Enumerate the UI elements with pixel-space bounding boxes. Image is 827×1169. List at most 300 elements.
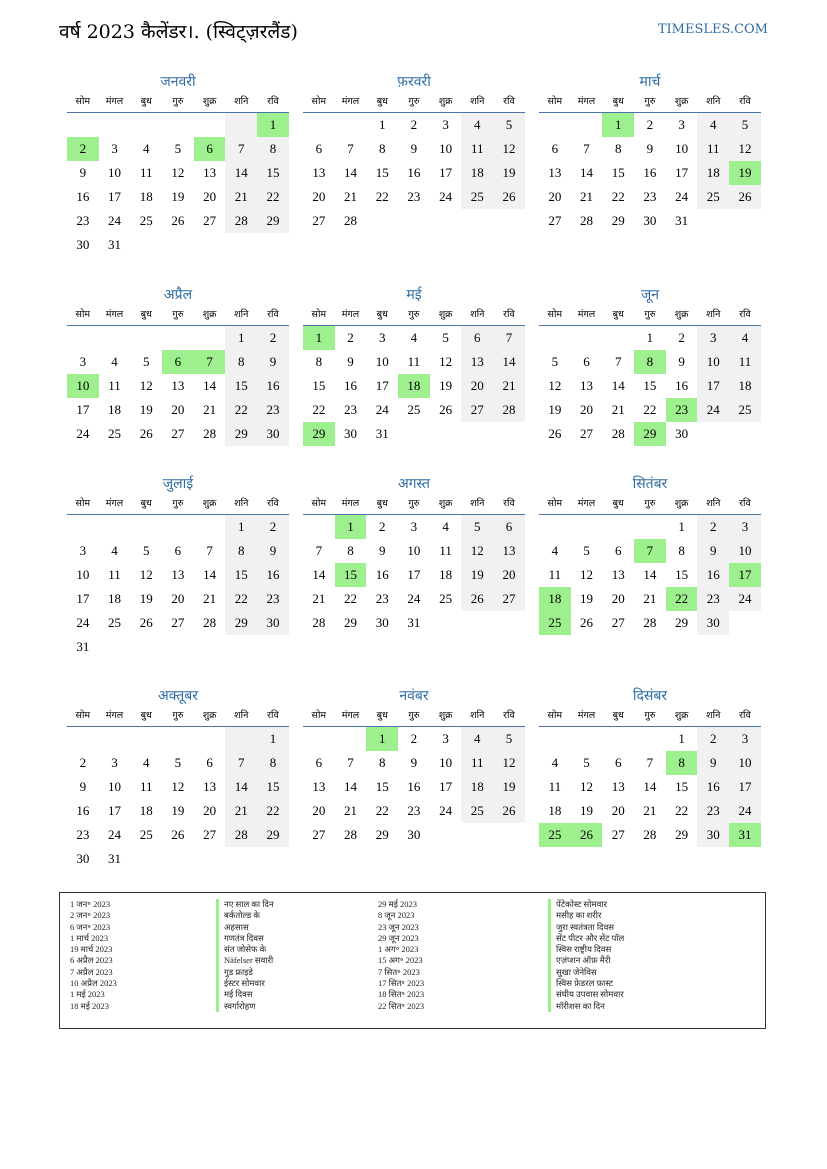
day-cell[interactable]: 19 <box>461 563 493 587</box>
day-cell[interactable]: 12 <box>171 779 185 794</box>
day-cell[interactable]: 13 <box>611 567 625 582</box>
day-cell[interactable]: 28 <box>344 827 358 842</box>
day-cell[interactable]: 23 <box>697 799 729 823</box>
day-cell-holiday[interactable]: 25 <box>539 611 571 635</box>
day-cell[interactable]: 26 <box>139 615 153 630</box>
day-cell[interactable]: 9 <box>79 779 87 794</box>
day-cell[interactable]: 3 <box>678 117 685 132</box>
day-cell[interactable]: 6 <box>315 755 323 770</box>
day-cell[interactable]: 6 <box>493 515 525 539</box>
day-cell[interactable]: 23 <box>257 587 289 611</box>
day-cell[interactable]: 24 <box>76 615 90 630</box>
day-cell[interactable]: 19 <box>439 378 453 393</box>
day-cell[interactable]: 14 <box>344 165 358 180</box>
day-cell-holiday[interactable]: 1 <box>602 113 634 137</box>
day-cell[interactable]: 27 <box>611 827 625 842</box>
day-cell[interactable]: 2 <box>347 330 354 345</box>
day-cell[interactable]: 16 <box>257 563 289 587</box>
day-cell[interactable]: 19 <box>580 591 594 606</box>
day-cell[interactable]: 1 <box>257 727 289 751</box>
day-cell-holiday[interactable]: 18 <box>398 374 430 398</box>
day-cell[interactable]: 11 <box>697 137 729 161</box>
day-cell[interactable]: 16 <box>407 165 421 180</box>
day-cell[interactable]: 7 <box>315 543 323 558</box>
day-cell[interactable]: 2 <box>257 515 289 539</box>
day-cell[interactable]: 19 <box>171 803 185 818</box>
day-cell[interactable]: 31 <box>375 426 389 441</box>
day-cell[interactable]: 1 <box>646 330 654 345</box>
day-cell[interactable]: 23 <box>375 591 389 606</box>
day-cell[interactable]: 31 <box>108 237 122 252</box>
day-cell[interactable]: 12 <box>580 567 594 582</box>
day-cell[interactable]: 1 <box>225 515 257 539</box>
day-cell[interactable]: 24 <box>675 189 689 204</box>
day-cell[interactable]: 30 <box>257 611 289 635</box>
day-cell[interactable]: 5 <box>442 330 449 345</box>
day-cell[interactable]: 10 <box>375 354 389 369</box>
day-cell[interactable]: 25 <box>461 185 493 209</box>
day-cell[interactable]: 17 <box>729 775 761 799</box>
day-cell[interactable]: 1 <box>225 326 257 350</box>
day-cell[interactable]: 20 <box>203 189 217 204</box>
day-cell[interactable]: 24 <box>76 426 90 441</box>
day-cell[interactable]: 28 <box>493 398 525 422</box>
day-cell[interactable]: 5 <box>461 515 493 539</box>
day-cell[interactable]: 13 <box>312 779 326 794</box>
day-cell[interactable]: 18 <box>139 189 153 204</box>
day-cell[interactable]: 29 <box>257 209 289 233</box>
day-cell[interactable]: 3 <box>442 117 449 132</box>
day-cell[interactable]: 15 <box>225 563 257 587</box>
day-cell[interactable]: 24 <box>439 189 453 204</box>
day-cell[interactable]: 10 <box>108 779 122 794</box>
day-cell[interactable]: 10 <box>76 567 90 582</box>
day-cell[interactable]: 15 <box>675 779 689 794</box>
day-cell[interactable]: 27 <box>171 426 185 441</box>
day-cell-holiday[interactable]: 6 <box>162 350 194 374</box>
day-cell[interactable]: 16 <box>697 775 729 799</box>
day-cell[interactable]: 22 <box>257 185 289 209</box>
day-cell[interactable]: 3 <box>697 326 729 350</box>
day-cell[interactable]: 28 <box>580 213 594 228</box>
day-cell[interactable]: 30 <box>697 823 729 847</box>
day-cell[interactable]: 12 <box>493 751 525 775</box>
day-cell[interactable]: 14 <box>225 161 257 185</box>
day-cell[interactable]: 8 <box>257 751 289 775</box>
day-cell[interactable]: 25 <box>407 402 421 417</box>
day-cell[interactable]: 7 <box>347 755 354 770</box>
day-cell[interactable]: 11 <box>108 567 121 582</box>
day-cell[interactable]: 28 <box>312 615 326 630</box>
day-cell[interactable]: 14 <box>493 350 525 374</box>
day-cell[interactable]: 14 <box>203 378 217 393</box>
day-cell[interactable]: 18 <box>439 567 453 582</box>
day-cell[interactable]: 27 <box>580 426 594 441</box>
day-cell[interactable]: 3 <box>378 330 386 345</box>
day-cell[interactable]: 27 <box>203 213 217 228</box>
day-cell[interactable]: 16 <box>375 567 389 582</box>
day-cell-holiday[interactable]: 8 <box>634 350 666 374</box>
day-cell[interactable]: 29 <box>675 827 689 842</box>
day-cell[interactable]: 27 <box>312 827 326 842</box>
day-cell[interactable]: 11 <box>548 567 562 582</box>
day-cell[interactable]: 23 <box>407 803 421 818</box>
day-cell[interactable]: 17 <box>697 374 729 398</box>
day-cell[interactable]: 13 <box>580 378 594 393</box>
day-cell[interactable]: 10 <box>729 751 761 775</box>
day-cell[interactable]: 22 <box>375 803 389 818</box>
day-cell[interactable]: 25 <box>108 615 122 630</box>
day-cell[interactable]: 11 <box>729 350 761 374</box>
day-cell[interactable]: 12 <box>439 354 453 369</box>
day-cell[interactable]: 23 <box>643 189 657 204</box>
day-cell[interactable]: 4 <box>142 141 150 156</box>
day-cell[interactable]: 24 <box>108 827 122 842</box>
day-cell[interactable]: 15 <box>257 775 289 799</box>
day-cell[interactable]: 21 <box>203 402 217 417</box>
day-cell[interactable]: 11 <box>139 165 153 180</box>
day-cell[interactable]: 13 <box>171 378 185 393</box>
day-cell-holiday[interactable]: 1 <box>335 515 367 539</box>
day-cell[interactable]: 18 <box>139 803 153 818</box>
day-cell[interactable]: 22 <box>344 591 358 606</box>
day-cell[interactable]: 23 <box>407 189 421 204</box>
day-cell[interactable]: 2 <box>678 330 685 345</box>
day-cell[interactable]: 11 <box>548 779 562 794</box>
day-cell[interactable]: 12 <box>139 567 153 582</box>
day-cell[interactable]: 27 <box>548 213 562 228</box>
day-cell[interactable]: 3 <box>729 515 761 539</box>
day-cell[interactable]: 26 <box>139 426 153 441</box>
day-cell[interactable]: 10 <box>439 141 453 156</box>
day-cell[interactable]: 8 <box>315 354 323 369</box>
day-cell[interactable]: 23 <box>76 213 90 228</box>
day-cell[interactable]: 26 <box>548 426 562 441</box>
day-cell[interactable]: 25 <box>461 799 493 823</box>
day-cell[interactable]: 31 <box>108 851 122 866</box>
day-cell[interactable]: 7 <box>206 543 213 558</box>
day-cell[interactable]: 23 <box>344 402 358 417</box>
day-cell[interactable]: 28 <box>611 426 625 441</box>
day-cell[interactable]: 11 <box>439 543 452 558</box>
day-cell[interactable]: 24 <box>697 398 729 422</box>
day-cell[interactable]: 4 <box>461 727 493 751</box>
day-cell[interactable]: 9 <box>79 165 87 180</box>
day-cell[interactable]: 30 <box>407 827 421 842</box>
day-cell[interactable]: 6 <box>206 755 213 770</box>
day-cell[interactable]: 14 <box>643 567 657 582</box>
day-cell[interactable]: 8 <box>614 141 622 156</box>
day-cell[interactable]: 7 <box>225 137 257 161</box>
day-cell[interactable]: 4 <box>442 519 449 534</box>
day-cell[interactable]: 17 <box>675 165 689 180</box>
day-cell[interactable]: 14 <box>312 567 326 582</box>
day-cell[interactable]: 25 <box>697 185 729 209</box>
day-cell[interactable]: 5 <box>493 727 525 751</box>
day-cell[interactable]: 28 <box>225 209 257 233</box>
day-cell[interactable]: 21 <box>203 591 217 606</box>
day-cell[interactable]: 20 <box>171 591 185 606</box>
day-cell-holiday[interactable]: 6 <box>194 137 226 161</box>
day-cell[interactable]: 20 <box>493 563 525 587</box>
day-cell[interactable]: 2 <box>79 755 87 770</box>
day-cell[interactable]: 2 <box>697 515 729 539</box>
day-cell-holiday[interactable]: 17 <box>729 563 761 587</box>
day-cell[interactable]: 8 <box>378 141 386 156</box>
day-cell[interactable]: 13 <box>203 165 217 180</box>
day-cell[interactable]: 20 <box>312 803 326 818</box>
day-cell[interactable]: 29 <box>611 213 625 228</box>
day-cell[interactable]: 17 <box>76 402 90 417</box>
day-cell[interactable]: 21 <box>493 374 525 398</box>
day-cell-holiday[interactable]: 10 <box>67 374 99 398</box>
day-cell[interactable]: 30 <box>643 213 657 228</box>
day-cell[interactable]: 30 <box>76 237 90 252</box>
day-cell[interactable]: 21 <box>312 591 326 606</box>
site-brand-link[interactable]: TIMESLES.COM <box>657 22 768 37</box>
day-cell[interactable]: 27 <box>312 213 326 228</box>
day-cell[interactable]: 12 <box>548 378 562 393</box>
day-cell[interactable]: 5 <box>142 543 150 558</box>
day-cell[interactable]: 30 <box>344 426 358 441</box>
day-cell[interactable]: 25 <box>439 591 453 606</box>
day-cell[interactable]: 22 <box>675 803 689 818</box>
day-cell-holiday[interactable]: 31 <box>729 823 761 847</box>
day-cell-holiday[interactable]: 29 <box>634 422 666 446</box>
day-cell[interactable]: 16 <box>643 165 657 180</box>
day-cell[interactable]: 6 <box>315 141 323 156</box>
day-cell[interactable]: 6 <box>461 326 493 350</box>
day-cell[interactable]: 22 <box>611 189 625 204</box>
day-cell[interactable]: 29 <box>675 615 689 630</box>
day-cell[interactable]: 5 <box>142 354 150 369</box>
day-cell[interactable]: 8 <box>347 543 354 558</box>
day-cell[interactable]: 3 <box>79 354 87 369</box>
day-cell[interactable]: 15 <box>611 165 625 180</box>
day-cell[interactable]: 27 <box>493 587 525 611</box>
day-cell[interactable]: 20 <box>171 402 185 417</box>
day-cell-holiday[interactable]: 23 <box>666 398 698 422</box>
day-cell[interactable]: 19 <box>171 189 185 204</box>
day-cell[interactable]: 3 <box>442 731 449 746</box>
day-cell[interactable]: 23 <box>697 587 729 611</box>
day-cell[interactable]: 29 <box>225 611 257 635</box>
day-cell[interactable]: 14 <box>580 165 594 180</box>
day-cell[interactable]: 5 <box>729 113 761 137</box>
day-cell[interactable]: 5 <box>493 113 525 137</box>
day-cell[interactable]: 19 <box>493 775 525 799</box>
day-cell[interactable]: 9 <box>697 751 729 775</box>
day-cell[interactable]: 4 <box>142 755 150 770</box>
day-cell[interactable]: 5 <box>551 354 559 369</box>
day-cell[interactable]: 17 <box>439 165 453 180</box>
day-cell[interactable]: 16 <box>407 779 421 794</box>
day-cell-holiday[interactable]: 1 <box>257 113 289 137</box>
day-cell[interactable]: 29 <box>257 823 289 847</box>
day-cell[interactable]: 24 <box>108 213 122 228</box>
day-cell[interactable]: 5 <box>583 543 590 558</box>
day-cell-holiday[interactable]: 2 <box>67 137 99 161</box>
day-cell[interactable]: 10 <box>108 165 122 180</box>
day-cell[interactable]: 8 <box>378 755 386 770</box>
day-cell[interactable]: 16 <box>675 378 689 393</box>
day-cell[interactable]: 2 <box>697 727 729 751</box>
day-cell[interactable]: 27 <box>203 827 217 842</box>
day-cell[interactable]: 2 <box>410 731 418 746</box>
day-cell[interactable]: 4 <box>697 113 729 137</box>
day-cell[interactable]: 14 <box>344 779 358 794</box>
day-cell[interactable]: 16 <box>257 374 289 398</box>
day-cell[interactable]: 10 <box>697 350 729 374</box>
day-cell[interactable]: 15 <box>225 374 257 398</box>
day-cell[interactable]: 9 <box>678 354 685 369</box>
day-cell[interactable]: 21 <box>643 803 657 818</box>
day-cell[interactable]: 16 <box>344 378 358 393</box>
day-cell[interactable]: 12 <box>139 378 153 393</box>
day-cell[interactable]: 12 <box>580 779 594 794</box>
day-cell[interactable]: 5 <box>174 755 182 770</box>
day-cell[interactable]: 30 <box>375 615 389 630</box>
day-cell[interactable]: 18 <box>697 161 729 185</box>
day-cell[interactable]: 21 <box>580 189 594 204</box>
day-cell[interactable]: 20 <box>461 374 493 398</box>
day-cell[interactable]: 1 <box>678 519 685 534</box>
day-cell[interactable]: 17 <box>108 803 122 818</box>
day-cell-holiday[interactable]: 29 <box>303 422 335 446</box>
day-cell[interactable]: 17 <box>108 189 122 204</box>
day-cell[interactable]: 24 <box>729 799 761 823</box>
day-cell[interactable]: 16 <box>697 563 729 587</box>
day-cell[interactable]: 11 <box>139 779 153 794</box>
day-cell[interactable]: 31 <box>675 213 689 228</box>
day-cell[interactable]: 2 <box>257 326 289 350</box>
day-cell-holiday[interactable]: 19 <box>729 161 761 185</box>
day-cell[interactable]: 8 <box>225 539 257 563</box>
day-cell[interactable]: 20 <box>312 189 326 204</box>
day-cell[interactable]: 15 <box>643 378 657 393</box>
day-cell[interactable]: 5 <box>174 141 182 156</box>
day-cell[interactable]: 4 <box>551 755 559 770</box>
day-cell[interactable]: 15 <box>257 161 289 185</box>
day-cell[interactable]: 9 <box>646 141 654 156</box>
day-cell[interactable]: 19 <box>580 803 594 818</box>
day-cell[interactable]: 4 <box>111 354 118 369</box>
day-cell[interactable]: 25 <box>108 426 122 441</box>
day-cell[interactable]: 13 <box>312 165 326 180</box>
day-cell-holiday[interactable]: 25 <box>539 823 571 847</box>
day-cell[interactable]: 13 <box>461 350 493 374</box>
day-cell[interactable]: 26 <box>493 799 525 823</box>
day-cell[interactable]: 16 <box>76 803 90 818</box>
day-cell[interactable]: 21 <box>643 591 657 606</box>
day-cell[interactable]: 9 <box>347 354 354 369</box>
day-cell[interactable]: 22 <box>225 587 257 611</box>
day-cell[interactable]: 11 <box>108 378 121 393</box>
day-cell[interactable]: 18 <box>108 591 122 606</box>
day-cell[interactable]: 1 <box>678 731 685 746</box>
day-cell[interactable]: 20 <box>611 803 625 818</box>
day-cell-holiday[interactable]: 22 <box>666 587 698 611</box>
day-cell[interactable]: 7 <box>225 751 257 775</box>
day-cell[interactable]: 13 <box>171 567 185 582</box>
day-cell[interactable]: 20 <box>611 591 625 606</box>
day-cell[interactable]: 6 <box>551 141 559 156</box>
day-cell[interactable]: 18 <box>548 803 562 818</box>
day-cell[interactable]: 28 <box>225 823 257 847</box>
day-cell[interactable]: 27 <box>171 615 185 630</box>
day-cell[interactable]: 15 <box>675 567 689 582</box>
day-cell[interactable]: 13 <box>548 165 562 180</box>
day-cell[interactable]: 24 <box>407 591 421 606</box>
day-cell[interactable]: 28 <box>643 827 657 842</box>
day-cell[interactable]: 20 <box>548 189 562 204</box>
day-cell[interactable]: 30 <box>697 611 729 635</box>
day-cell[interactable]: 1 <box>378 117 386 132</box>
day-cell[interactable]: 3 <box>410 519 418 534</box>
day-cell[interactable]: 24 <box>729 587 761 611</box>
day-cell[interactable]: 3 <box>729 727 761 751</box>
day-cell[interactable]: 19 <box>548 402 562 417</box>
day-cell[interactable]: 3 <box>111 141 118 156</box>
day-cell[interactable]: 26 <box>171 213 185 228</box>
day-cell[interactable]: 28 <box>203 426 217 441</box>
day-cell[interactable]: 21 <box>611 402 625 417</box>
day-cell-holiday[interactable]: 7 <box>194 350 226 374</box>
day-cell[interactable]: 12 <box>171 165 185 180</box>
day-cell[interactable]: 16 <box>76 189 90 204</box>
day-cell[interactable]: 27 <box>461 398 493 422</box>
day-cell[interactable]: 23 <box>76 827 90 842</box>
day-cell[interactable]: 26 <box>171 827 185 842</box>
day-cell[interactable]: 22 <box>312 402 326 417</box>
day-cell[interactable]: 21 <box>225 185 257 209</box>
day-cell[interactable]: 12 <box>729 137 761 161</box>
day-cell[interactable]: 9 <box>410 141 418 156</box>
day-cell[interactable]: 23 <box>257 398 289 422</box>
day-cell[interactable]: 25 <box>729 398 761 422</box>
day-cell[interactable]: 3 <box>79 543 87 558</box>
day-cell[interactable]: 19 <box>139 402 153 417</box>
day-cell[interactable]: 6 <box>583 354 590 369</box>
day-cell[interactable]: 26 <box>439 402 453 417</box>
day-cell[interactable]: 25 <box>139 213 153 228</box>
day-cell[interactable]: 26 <box>461 587 493 611</box>
day-cell[interactable]: 8 <box>678 543 685 558</box>
day-cell-holiday[interactable]: 26 <box>571 823 603 847</box>
day-cell-holiday[interactable]: 8 <box>666 751 698 775</box>
day-cell[interactable]: 9 <box>378 543 386 558</box>
day-cell[interactable]: 11 <box>461 751 493 775</box>
day-cell-holiday[interactable]: 1 <box>366 727 398 751</box>
day-cell[interactable]: 26 <box>729 185 761 209</box>
day-cell[interactable]: 31 <box>407 615 421 630</box>
day-cell[interactable]: 20 <box>203 803 217 818</box>
day-cell[interactable]: 17 <box>407 567 421 582</box>
day-cell[interactable]: 26 <box>580 615 594 630</box>
day-cell[interactable]: 11 <box>461 137 493 161</box>
day-cell[interactable]: 20 <box>580 402 594 417</box>
day-cell-holiday[interactable]: 7 <box>634 539 666 563</box>
day-cell[interactable]: 22 <box>257 799 289 823</box>
day-cell[interactable]: 7 <box>583 141 590 156</box>
day-cell[interactable]: 7 <box>646 755 654 770</box>
day-cell[interactable]: 29 <box>375 827 389 842</box>
day-cell[interactable]: 22 <box>225 398 257 422</box>
day-cell[interactable]: 21 <box>225 799 257 823</box>
day-cell[interactable]: 6 <box>174 543 182 558</box>
day-cell[interactable]: 11 <box>407 354 421 369</box>
day-cell[interactable]: 22 <box>375 189 389 204</box>
